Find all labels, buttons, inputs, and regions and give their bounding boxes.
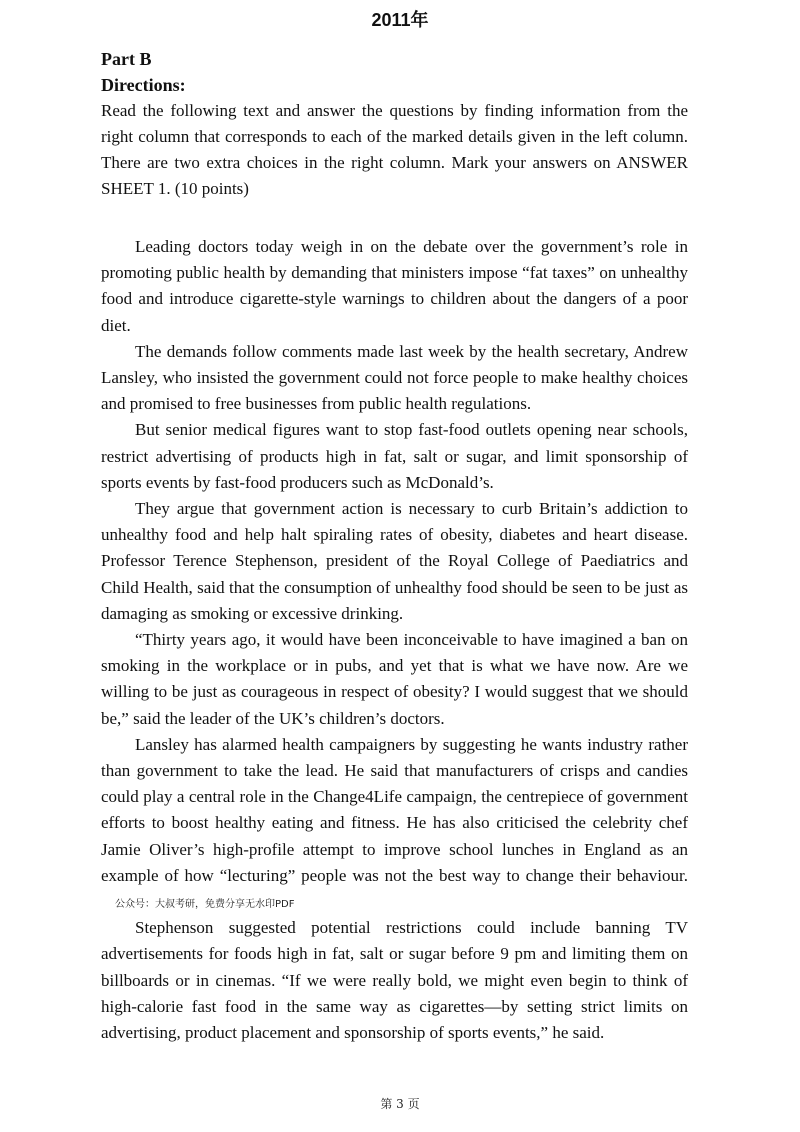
paragraph-6 xyxy=(101,732,688,915)
watermark-text: 公众号：大叔考研，免费分享无水印PDF xyxy=(115,899,295,911)
paragraph-1: Leading doctors today weigh in on the debate over the government’s role in promoting public health by demanding that ministers impose “fat taxes” on unhealthy food and introduce cigarette-style warnings to children about the dangers of a poor diet. xyxy=(101,237,688,335)
paragraph-4: They argue that government action is necessary to curb Britain’s addiction to unhealthy food and help halt spiraling rates of obesity, diabetes and heart disease. Professor Terence Stephenson, president of the Royal College of Paediatrics and Child Health, said that the consumption of unhealthy food should be seen to be just as damaging as smoking or excessive drinking. xyxy=(101,499,688,623)
page-year-title: 2011年 xyxy=(371,10,429,30)
part-heading: Part B xyxy=(101,49,152,69)
paragraph-3: But senior medical figures want to stop fast-food outlets opening near schools, restrict advertising of products high in fat, salt or sugar, and limit sponsorship of sports events by fast-food producers such as McDonald’s. xyxy=(101,420,688,492)
directions-text: Read the following text and answer the questions by finding information from the right column that corresponds to each of the marked details given in the left column. There are two extra choices in the right column. Mark your answers on ANSWER SHEET 1. (10 points) xyxy=(101,101,688,198)
directions-heading: Directions: xyxy=(101,75,186,95)
page-number: 第 3 页 xyxy=(380,1097,420,1111)
paragraph-5: “Thirty years ago, it would have been inconceivable to have imagined a ban on smoking in the workplace or in pubs, and yet that is what we have now. Are we willing to be just as courageous in respect of obesity? I would suggest that we should be,” said the leader of the UK’s children’s doctors. xyxy=(101,630,688,728)
paragraph-6-text: Lansley has alarmed health campaigners by suggesting he wants industry rather than government to take the lead. He said that manufacturers of crisps and candies could play a central role in the Change4Life campaign, the centrepiece of government efforts to boost healthy eating and fitness. He has also criticised the celebrity chef Jamie Oliver’s high-profile attempt to improve school lunches in England as an example of how “lecturing” people was not the best way to change their behaviour. xyxy=(101,734,688,885)
main-content xyxy=(101,46,688,1046)
paragraph-2: The demands follow comments made last week by the health secretary, Andrew Lansley, who insisted the government could not force people to make healthy choices and promised to free businesses from public health regulations. xyxy=(101,341,688,414)
article-body xyxy=(101,234,688,1046)
paragraph-7: Stephenson suggested potential restrictions could include banning TV advertisements for foods high in fat, salt or sugar before 9 pm and limiting them on billboards or in cinemas. “If we were really bold, we might even begin to think of high-calorie fast food in the same way as cigarettes—by setting strict limits on advertising, product placement and sponsorship of sports events,” he said. xyxy=(101,918,688,1043)
